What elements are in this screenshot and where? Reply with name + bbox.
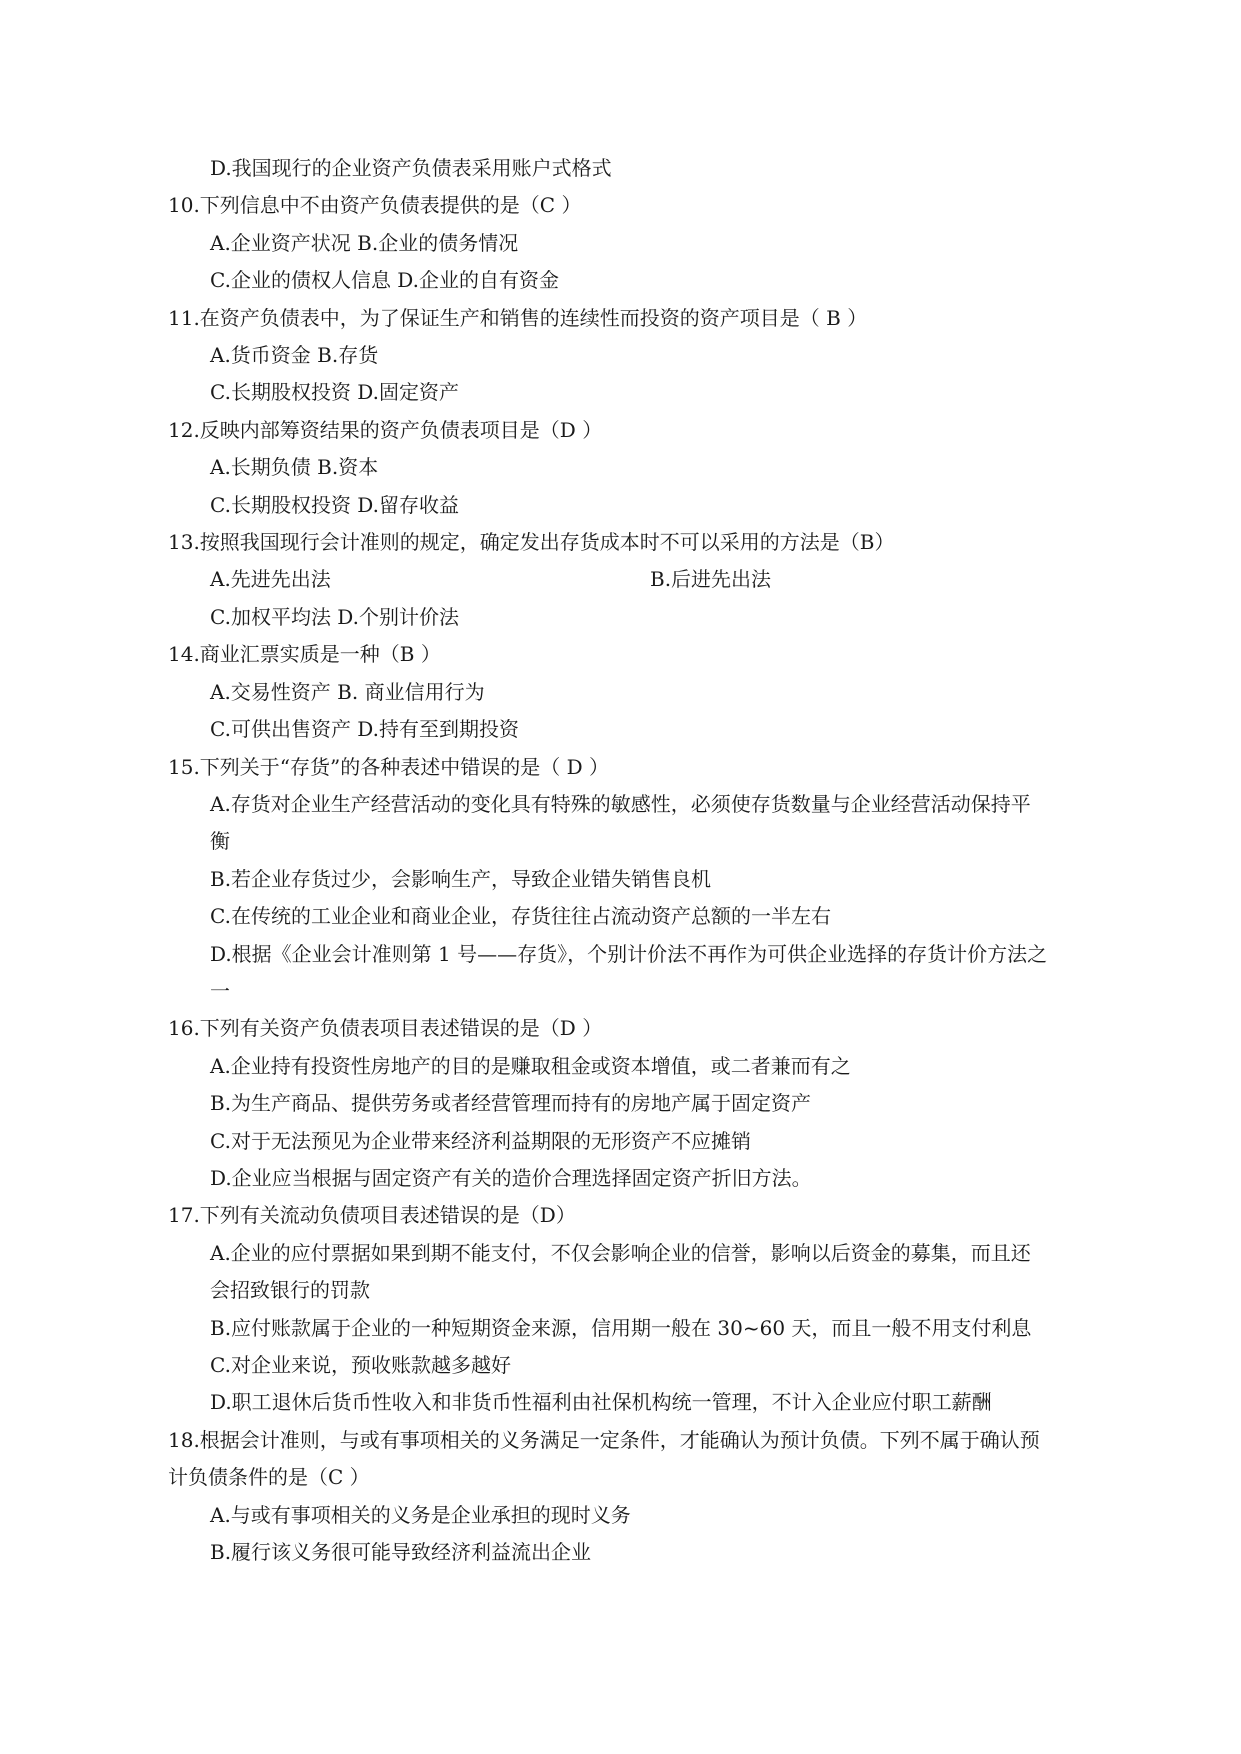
option-line: C.长期股权投资 D.固定资产 xyxy=(210,380,459,405)
question-12: 12.反映内部筹资结果的资产负债表项目是（D ） xyxy=(168,417,603,442)
option-line: A.长期负债 B.资本 xyxy=(210,455,379,480)
option-line: B.应付账款属于企业的一种短期资金来源，信用期一般在 30~60 天，而且一般不用支付利息 xyxy=(210,1315,1032,1340)
question-13: 13.按照我国现行会计准则的规定，确定发出存货成本时不可以采用的方法是（B） xyxy=(168,530,895,555)
option-line: D.企业应当根据与固定资产有关的造价合理选择固定资产折旧方法。 xyxy=(210,1165,812,1190)
option-line: C.在传统的工业企业和商业企业，存货往往占流动资产总额的一半左右 xyxy=(210,904,831,929)
option-line: A.存货对企业生产经营活动的变化具有特殊的敏感性，必须使存货数量与企业经营活动保持平衡 xyxy=(210,791,1031,854)
option-line: A.交易性资产 B. 商业信用行为 xyxy=(210,679,485,704)
option-line: D.根据《企业会计准则第 1 号——存货》，个别计价法不再作为可供企业选择的存货计价方法之一 xyxy=(210,941,1048,1003)
option-line: D.职工退休后货币性收入和非货币性福利由社保机构统一管理，不计入企业应付职工薪酬 xyxy=(210,1390,992,1415)
option-line: C.对于无法预见为企业带来经济利益期限的无形资产不应摊销 xyxy=(210,1128,751,1153)
option-line: A.企业资产状况 B.企业的债务情况 xyxy=(210,230,519,255)
option-a: A.先进先出法 xyxy=(210,567,331,592)
option-line: A.货币资金 B.存货 xyxy=(210,343,379,368)
question-16: 16.下列有关资产负债表项目表述错误的是（D ） xyxy=(168,1016,603,1041)
question-14: 14.商业汇票实质是一种（B ） xyxy=(168,642,441,667)
option-line: C.企业的债权人信息 D.企业的自有资金 xyxy=(210,268,559,293)
question-18: 18.根据会计准则，与或有事项相关的义务满足一定条件，才能确认为预计负债。下列不属于确认预计负债条件的是（C ） xyxy=(168,1427,1040,1490)
question-17: 17.下列有关流动负债项目表述错误的是（D） xyxy=(168,1203,576,1228)
option-line: B.履行该义务很可能导致经济利益流出企业 xyxy=(210,1540,592,1565)
option-line: A.企业持有投资性房地产的目的是赚取租金或资本增值，或二者兼而有之 xyxy=(210,1053,851,1078)
option-line: D.我国现行的企业资产负债表采用账户式格式 xyxy=(210,156,612,180)
option-row xyxy=(188,561,1063,598)
option-line: C.长期股权投资 D.留存收益 xyxy=(210,492,459,517)
option-line: C.可供出售资产 D.持有至到期投资 xyxy=(210,717,519,742)
option-line: C.加权平均法 D.个别计价法 xyxy=(210,604,459,629)
option-line: B.若企业存货过少，会影响生产，导致企业错失销售良机 xyxy=(210,866,712,891)
question-list xyxy=(168,150,1063,1571)
option-line: C.对企业来说，预收账款越多越好 xyxy=(210,1353,511,1377)
option-line: B.为生产商品、提供劳务或者经营管理而持有的房地产属于固定资产 xyxy=(210,1091,812,1116)
question-15: 15.下列关于“存货”的各种表述中错误的是（ D ） xyxy=(168,754,610,779)
question-11: 11.在资产负债表中，为了保证生产和销售的连续性而投资的资产项目是（ B ） xyxy=(168,305,868,330)
option-line: A.企业的应付票据如果到期不能支付，不仅会影响企业的信誉，影响以后资金的募集，而且还会招致银行的罚款 xyxy=(210,1240,1031,1303)
option-b: B.后进先出法 xyxy=(650,567,772,592)
question-10: 10.下列信息中不由资产负债表提供的是（C ） xyxy=(168,193,582,218)
option-line: A.与或有事项相关的义务是企业承担的现时义务 xyxy=(210,1502,631,1527)
